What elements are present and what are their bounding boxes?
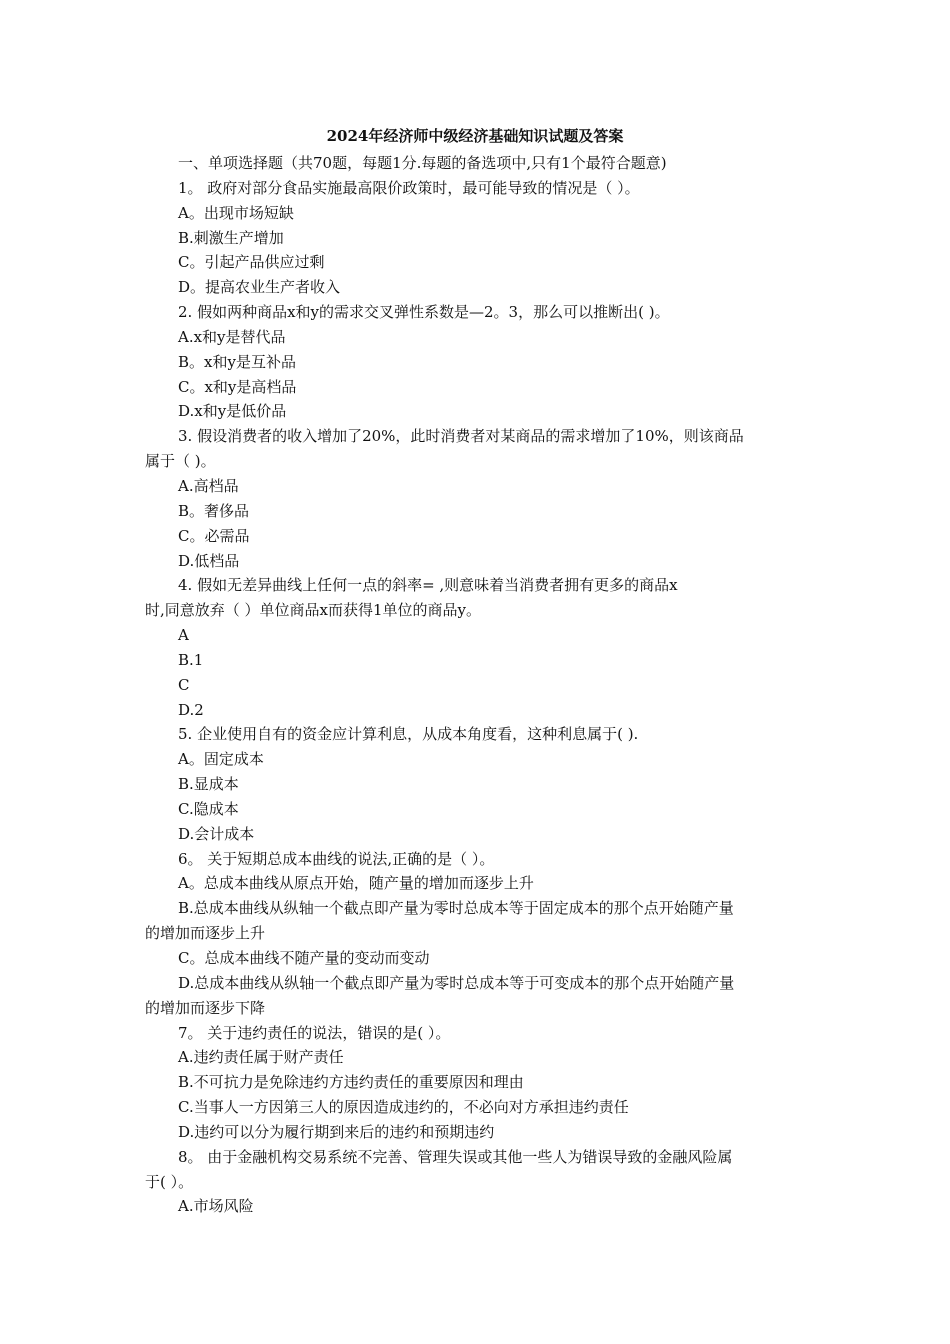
question-5-stem: 5. 企业使用自有的资金应计算利息，从成本角度看，这种利息属于( ). xyxy=(178,725,639,744)
question-4-stem-continued: 时,同意放弃（ ）单位商品x而获得1单位的商品y。 xyxy=(145,601,482,620)
section-heading: 一、单项选择题（共70题，每题1分.每题的备选项中,只有1个最符合题意) xyxy=(178,154,667,172)
question-2-stem: 2. 假如两种商品x和y的需求交叉弹性系数是—2。3，那么可以推断出( )。 xyxy=(178,303,670,322)
question-5-option-b: B.显成本 xyxy=(178,775,239,794)
question-3-stem: 3. 假设消费者的收入增加了20%，此时消费者对某商品的需求增加了10%，则该商品 xyxy=(178,427,744,446)
question-6-stem: 6。 关于短期总成本曲线的说法,正确的是（ ）。 xyxy=(178,849,495,868)
question-2-option-c: C。x和y是高档品 xyxy=(178,377,297,396)
question-6-option-a: A。总成本曲线从原点开始，随产量的增加而逐步上升 xyxy=(178,874,534,893)
question-4-option-a: A xyxy=(178,626,189,645)
question-1-option-b: B.刺激生产增加 xyxy=(178,228,284,247)
document-body xyxy=(145,151,810,1219)
question-1-option-d: D。提高农业生产者收入 xyxy=(178,278,341,297)
question-7-option-b: B.不可抗力是免除违约方违约责任的重要原因和理由 xyxy=(178,1073,524,1092)
question-6-option-d: D.总成本曲线从纵轴一个截点即产量为零时总成本等于可变成本的那个点开始随产量 xyxy=(178,973,735,992)
question-3-stem-continued: 属于（ )。 xyxy=(145,452,216,471)
question-5-option-a: A。固定成本 xyxy=(178,750,264,769)
question-8-option-a: A.市场风险 xyxy=(178,1197,254,1216)
question-7-option-a: A.违约责任属于财产责任 xyxy=(178,1048,344,1067)
question-6-option-d-continued: 的增加而逐步下降 xyxy=(145,998,266,1017)
question-6-option-c: C。总成本曲线不随产量的变动而变动 xyxy=(178,949,430,967)
question-6-option-b-continued: 的增加而逐步上升 xyxy=(145,924,266,943)
question-1-option-a: A。出现市场短缺 xyxy=(178,203,294,222)
question-8-stem: 8。 由于金融机构交易系统不完善、管理失误或其他一些人为错误导致的金融风险属 xyxy=(178,1147,733,1166)
question-4-option-d: D.2 xyxy=(178,700,204,719)
question-7-option-c: C.当事人一方因第三人的原因造成违约的，不必向对方承担违约责任 xyxy=(178,1098,629,1117)
question-5-option-c: C.隐成本 xyxy=(178,799,239,818)
question-6-option-b: B.总成本曲线从纵轴一个截点即产量为零时总成本等于固定成本的那个点开始随产量 xyxy=(178,899,734,918)
question-3-option-b: B。奢侈品 xyxy=(178,501,250,520)
question-4-option-b: B.1 xyxy=(178,650,204,669)
question-2-option-d: D.x和y是低价品 xyxy=(178,402,287,421)
question-3-option-c: C。必需品 xyxy=(178,526,250,545)
question-7-option-d: D.违约可以分为履行期到来后的违约和预期违约 xyxy=(178,1122,495,1141)
question-4-option-c: C xyxy=(178,675,190,694)
question-7-stem: 7。 关于违约责任的说法，错误的是( ）。 xyxy=(178,1023,451,1042)
question-2-option-a: A.x和y是替代品 xyxy=(178,327,286,346)
question-4-stem: 4. 假如无差异曲线上任何一点的斜率= ,则意味着当消费者拥有更多的商品x xyxy=(178,576,678,595)
question-3-option-a: A.高档品 xyxy=(178,476,239,495)
question-5-option-d: D.会计成本 xyxy=(178,824,255,843)
question-8-stem-continued: 于( ）。 xyxy=(145,1172,194,1191)
question-3-option-d: D.低档品 xyxy=(178,551,240,570)
question-1-option-c: C。引起产品供应过剩 xyxy=(178,253,325,272)
document-title: 2024年经济师中级经济基础知识试题及答案 xyxy=(326,127,624,145)
question-1-stem: 1。 政府对部分食品实施最高限价政策时，最可能导致的情况是（ ）。 xyxy=(178,178,640,197)
question-2-option-b: B。x和y是互补品 xyxy=(178,352,296,371)
